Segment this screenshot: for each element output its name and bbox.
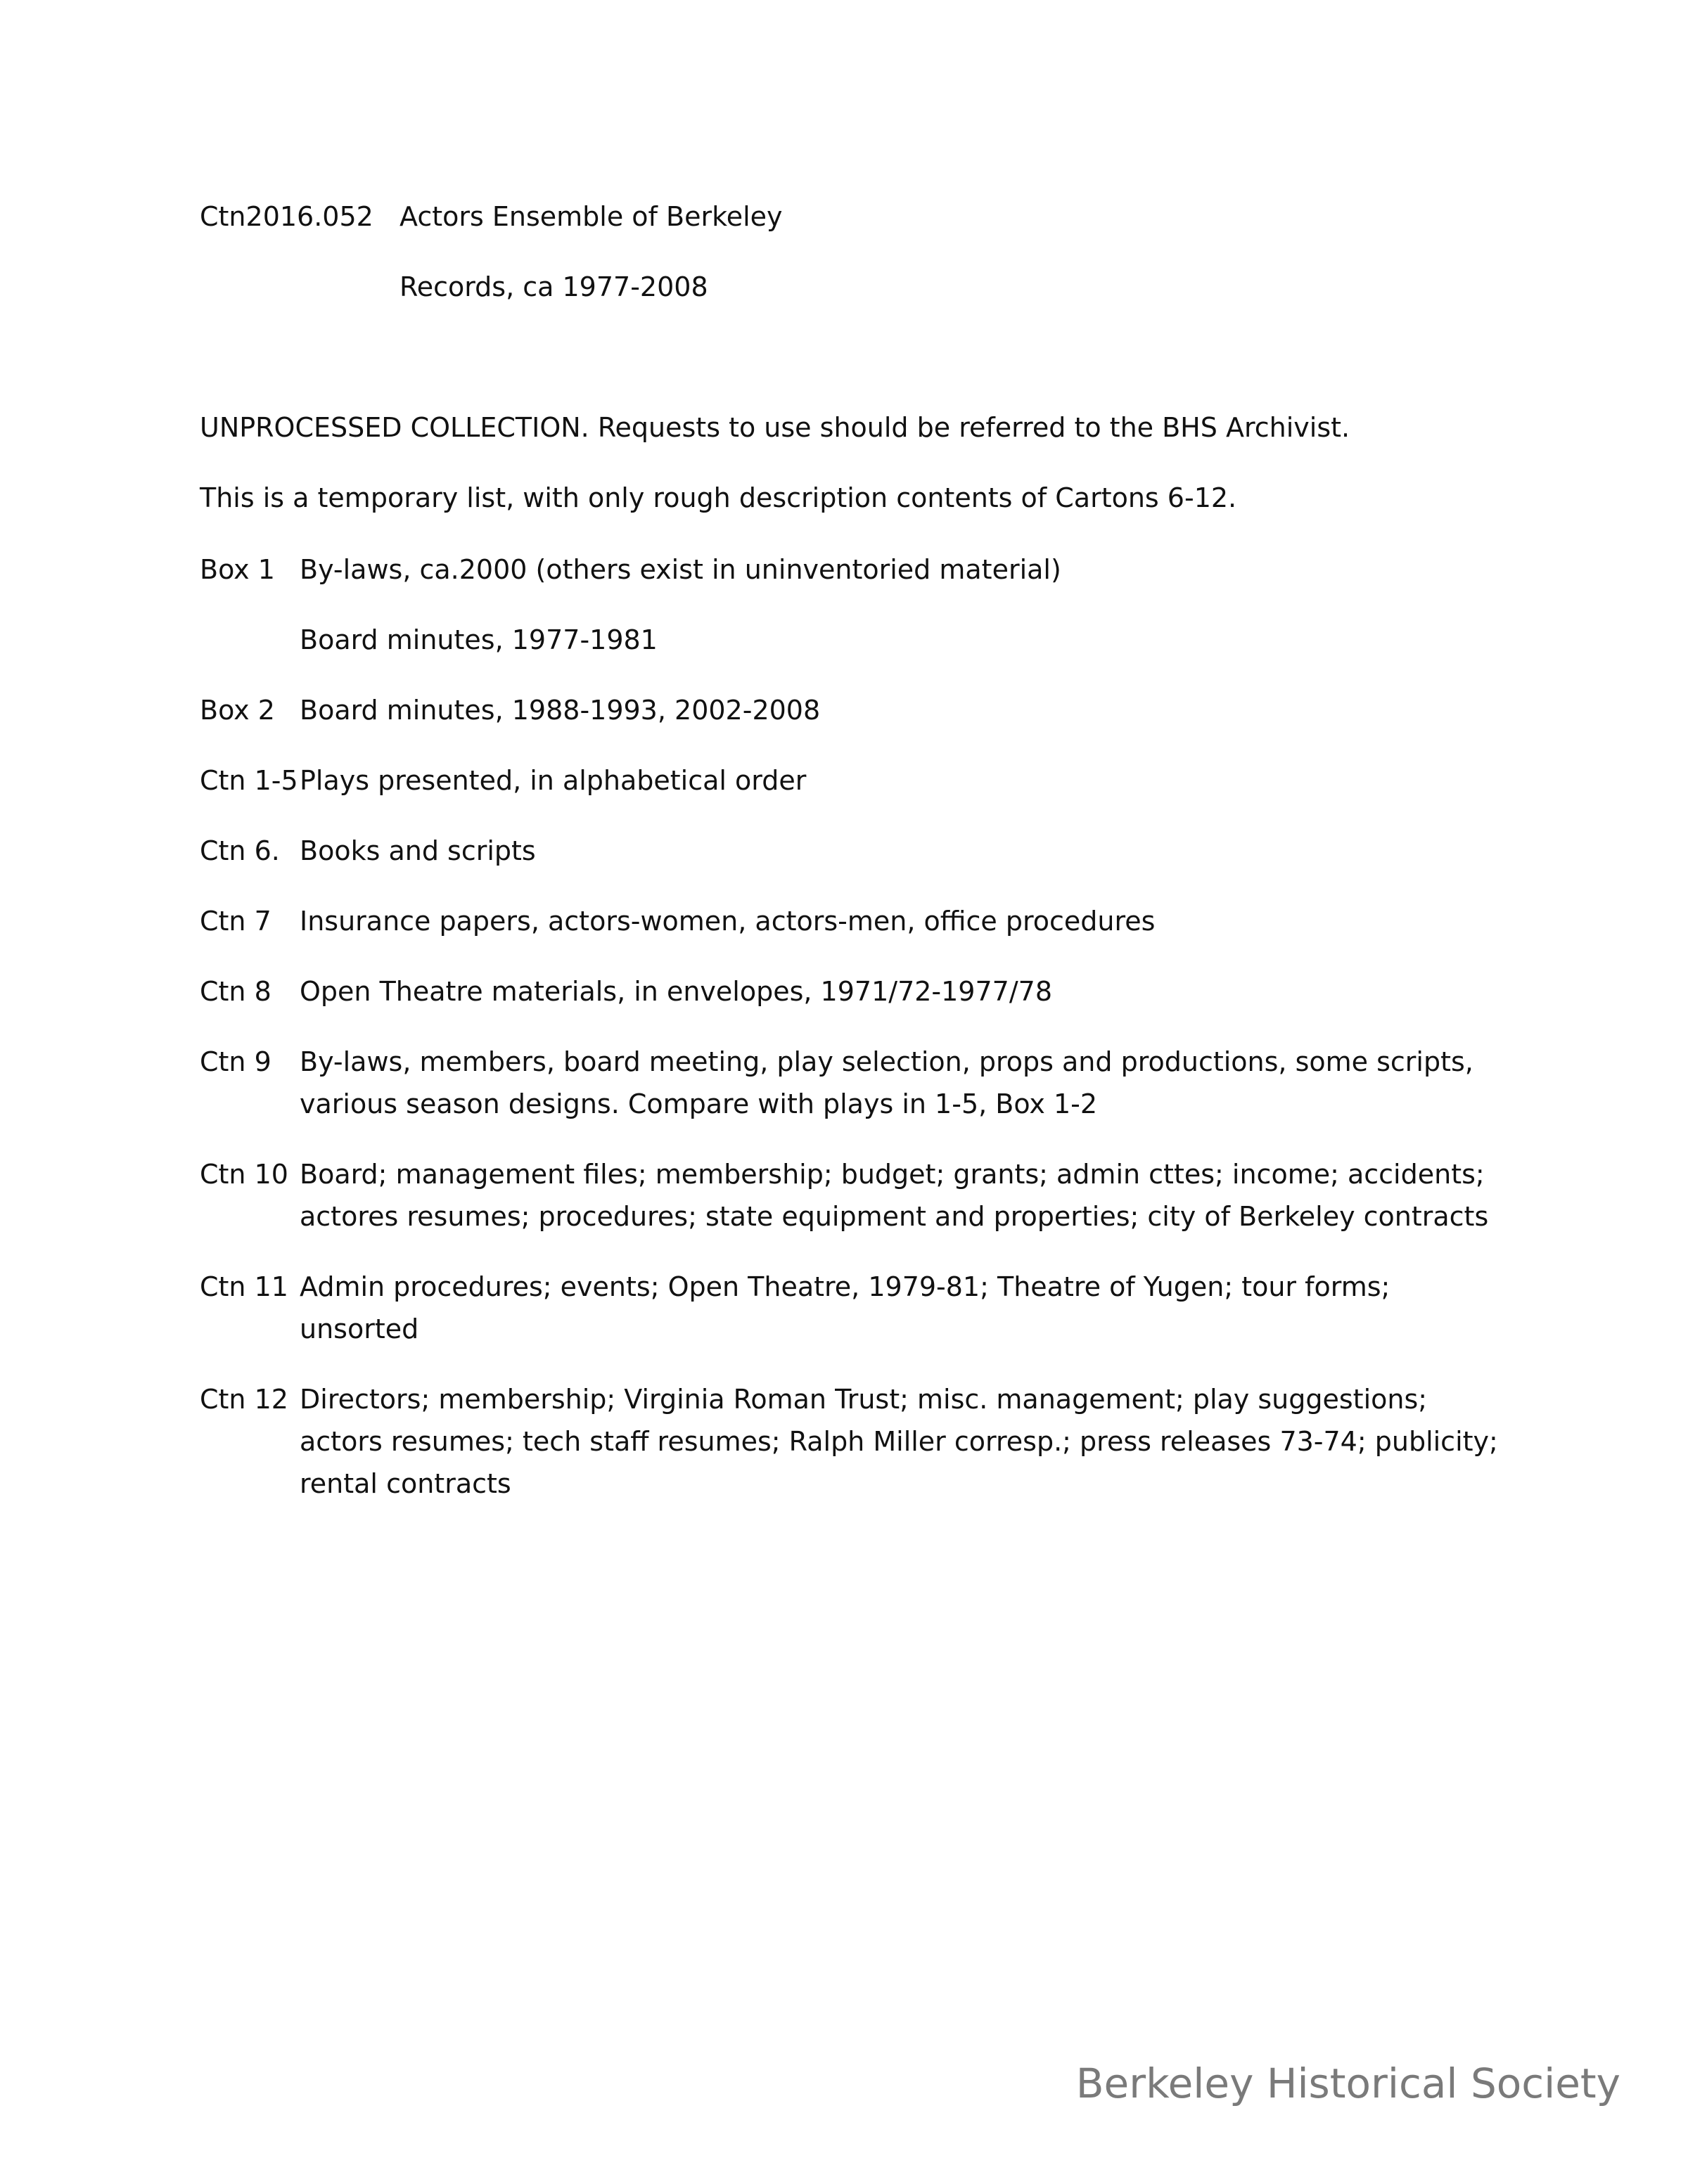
list-item xyxy=(200,900,1508,942)
list-item xyxy=(200,1041,1508,1125)
header-title-row xyxy=(200,195,1536,238)
list-item xyxy=(200,1153,1508,1238)
list-item xyxy=(200,1266,1508,1350)
collection-notes xyxy=(200,406,1536,519)
container-label: Ctn 6. xyxy=(200,835,280,866)
container-description: Board minutes, 1988-1993, 2002-2008 xyxy=(300,695,821,726)
header-spacer xyxy=(200,266,399,308)
container-label: Ctn 11 xyxy=(200,1271,288,1302)
container-label: Ctn 12 xyxy=(200,1384,288,1415)
container-list xyxy=(200,548,1508,1533)
container-label: Box 2 xyxy=(200,695,275,726)
list-item xyxy=(200,619,1508,661)
container-label: Ctn 8 xyxy=(200,976,271,1007)
container-description: Board minutes, 1977-1981 xyxy=(300,624,658,655)
container-description: Admin procedures; events; Open Theatre, 1979-81; Theatre of Yugen; tour forms; unsorted xyxy=(300,1271,1390,1344)
container-description: Board; management files; membership; budget; grants; admin cttes; income; accidents; actores resumes; procedures; state equipment and properties; city of Berkeley contracts xyxy=(300,1159,1489,1232)
note-temporary-list: This is a temporary list, with only rough description contents of Cartons 6-12. xyxy=(200,482,1237,513)
list-item xyxy=(200,689,1508,731)
header-subtitle-row xyxy=(200,266,1536,308)
container-description: Plays presented, in alphabetical order xyxy=(300,765,807,796)
container-description: By-laws, ca.2000 (others exist in uninventoried material) xyxy=(300,554,1061,585)
container-description: Books and scripts xyxy=(300,835,536,866)
list-item xyxy=(200,548,1508,591)
list-item xyxy=(200,970,1508,1013)
collection-title: Actors Ensemble of Berkeley xyxy=(399,201,783,232)
collection-subtitle: Records, ca 1977-2008 xyxy=(399,271,708,302)
list-item xyxy=(200,1378,1508,1505)
list-item xyxy=(200,759,1508,802)
container-label: Ctn 9 xyxy=(200,1046,271,1077)
container-description: Insurance papers, actors-women, actors-men, office procedures xyxy=(300,906,1156,937)
note-unprocessed: UNPROCESSED COLLECTION. Requests to use should be referred to the BHS Archivist. xyxy=(200,412,1350,443)
footer-watermark: Berkeley Historical Society xyxy=(1075,2060,1620,2107)
container-description: Open Theatre materials, in envelopes, 1971/72-1977/78 xyxy=(300,976,1052,1007)
container-label: Box 1 xyxy=(200,554,275,585)
container-description: By-laws, members, board meeting, play selection, props and productions, some scripts, various season designs. Compare with plays in 1-5, Box 1-2 xyxy=(300,1046,1473,1119)
collection-header xyxy=(200,195,1536,308)
container-label: Ctn 7 xyxy=(200,906,271,937)
list-item xyxy=(200,830,1508,872)
collection-code: Ctn2016.052 xyxy=(200,201,373,232)
container-label: Ctn 1-5 xyxy=(200,765,298,796)
container-description: Directors; membership; Virginia Roman Trust; misc. management; play suggestions; actors resumes; tech staff resumes; Ralph Miller corresp.; press releases 73-74; publicity; rental contracts xyxy=(300,1384,1498,1499)
container-label: Ctn 10 xyxy=(200,1159,288,1190)
